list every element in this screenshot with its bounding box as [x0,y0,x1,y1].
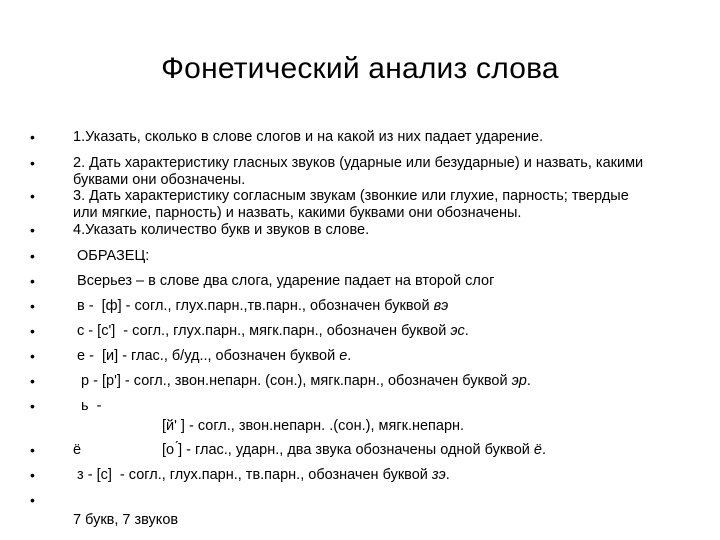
bullet: • [30,492,35,508]
item-text-main: с - [с'] - согл., глух.парн., мягк.парн., обозначен буквой [73,323,451,339]
bullet: • [30,248,35,264]
item-text-end: . [445,467,450,483]
slide-title: Фонетический анализ слова [161,52,559,85]
item-text [73,373,693,390]
item-text-end: . [347,348,352,364]
item-text: Всерьез – в слове два слога, ударение падает на второй слог [73,273,495,289]
item-text: 4.Указать количество букв и звуков в слове. [73,222,370,238]
item-text-main: з - [с] - согл., глух.парн., тв.парн., обозначен буквой [73,467,432,483]
item-text [73,467,693,484]
item-text-end: . [542,442,547,458]
bullet: • [30,467,35,483]
item-letter: ё [73,442,82,458]
bullet: • [30,348,35,364]
item-text: [й' ] - согл., звон.непарн. .(сон.), мягк.непарн. [162,418,465,434]
bullet: • [30,222,35,238]
item-text: 3. Дать характеристику согласным звукам (звонкие или глухие, парность; твердые или мягкие, парность) и назвать, какими буквами они обозначены. [73,188,629,221]
letter-name: эр [511,373,527,389]
item-text-end: . [464,323,469,339]
letter-name: е [339,348,348,364]
bullet: • [30,398,35,414]
bullet: • [30,442,35,458]
item-text: ь - [73,398,102,414]
item-text-main: р - [р'] - согл., звон.непарн. (сон.), мягк.парн., обозначен буквой [73,373,512,389]
bullet: • [30,323,35,339]
item-text [162,442,546,459]
bullet: • [30,273,35,289]
letter-name: эс [450,323,465,339]
letter-name: вэ [433,298,449,314]
item-text [73,323,693,340]
item-text [73,298,693,315]
bullet: • [30,129,35,145]
letter-name: ё [533,442,542,458]
item-text-main: в - [ф] - согл., глух.парн.,тв.парн., обозначен буквой [73,298,434,314]
bullet: • [30,373,35,389]
item-text: 2. Дать характеристику гласных звуков (ударные или безударные) и назвать, какими буквами они обозначены. [73,155,644,188]
summary-text: 7 букв, 7 звуков [73,512,179,528]
item-text: 1.Указать, сколько в слове слогов и на какой из них падает ударение. [73,129,544,145]
item-text-main: [о ́] - глас., ударн., два звука обозначены одной буквой [162,442,534,458]
item-text: ОБРАЗЕЦ: [73,248,150,264]
item-text [73,348,693,365]
letter-name: зэ [431,467,446,483]
item-text-end: . [526,373,531,389]
bullet: • [30,188,35,204]
item-text-main: е - [и] - глас., б/уд.., обозначен буквой [73,348,340,364]
bullet: • [30,155,35,171]
bullet: • [30,298,35,314]
